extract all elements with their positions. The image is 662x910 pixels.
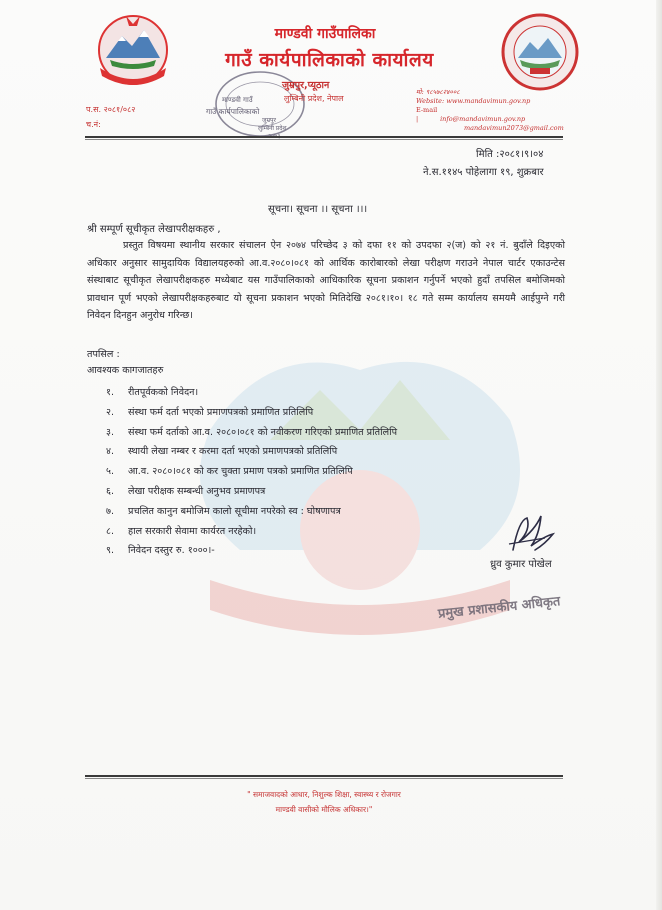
email-link-2[interactable]: mandavimun2073@gmail.com — [464, 124, 564, 132]
phone-number: मो: ९८५७८२४००८ — [416, 88, 460, 96]
email-label: E-mail | — [416, 106, 438, 123]
list-item: ६. लेखा परीक्षक सम्बन्धी अनुभव प्रमाणपत्र — [106, 485, 266, 497]
svg-text:लुम्बिनी प्रदेश: लुम्बिनी प्रदेश — [258, 125, 287, 132]
header-divider-thin — [85, 139, 563, 140]
svg-text:माण्डवी गाउँ: माण्डवी गाउँ — [222, 96, 253, 104]
header-divider — [85, 136, 563, 138]
tapsil-label: तपसिल : — [87, 349, 120, 360]
svg-text:गाउँ कार्यपालिकाको: गाउँ कार्यपालिकाको — [206, 107, 260, 116]
email-link-1[interactable]: info@mandavimun.gov.np — [440, 115, 526, 123]
documents-heading: आवश्यक कागजातहरु — [87, 365, 164, 376]
footer-motto-line-2: माण्डवी वासीको मौलिक अधिकार।" — [275, 805, 373, 814]
office-name: गाउँ कार्यपालिकाको कार्यालय — [225, 49, 434, 71]
list-item: २. संस्था फर्म दर्ता भएको प्रमाणपत्रको प्रमाणित प्रतिलिपि — [106, 406, 314, 418]
contact-block — [416, 88, 564, 133]
signatory-title-stamp: प्रमुख प्रशासकीय अधिकृत — [437, 594, 562, 622]
municipality-logo-icon — [500, 12, 580, 92]
list-item: ९. निवेदन दस्तुर रु. १०००।- — [106, 545, 215, 557]
address-line-1: जुम्रपुर,प्यूठान — [282, 80, 330, 91]
page-edge-shadow — [656, 0, 662, 910]
salutation: श्री सम्पूर्ण सूचीकृत लेखापरीक्षकहरु , — [87, 224, 221, 235]
nepal-emblem-logo-icon — [92, 10, 174, 88]
footer-motto-line-1: " समाजवादको आधार, निशुल्क शिक्षा, स्वास्थ्य र रोजगार — [247, 790, 401, 799]
website-link[interactable]: www.mandavimun.gov.np — [446, 97, 531, 105]
list-item: ४. स्थायी लेखा नम्बर र करमा दर्ता भएको प्रमाणपत्रको प्रतिलिपि — [106, 446, 338, 458]
signature-icon — [505, 510, 560, 560]
list-item: ७. प्रचलित कानुन बमोजिम कालो सूचीमा नपरेको स्व : घोषणापत्र — [106, 505, 341, 517]
signatory-name: ध्रुव कुमार पोखेल — [490, 559, 552, 570]
svg-text:जुम्रपुर: जुम्रपुर — [262, 117, 276, 124]
notice-body: प्रस्तुत विषयमा स्थानीय सरकार संचालन ऐन २०७४ परिच्छेद ३ को दफा ११ को उपदफा २(ज) को २१ नं. बुदाँले दिइएको अधिकार अनुसार सामुदायिक विद्यालयहरुको आ.व.२०८०।०८१ को आर्थिक कारोबारको लेखा परीक्षण गराउने नेपाल चार्टर एकाउन्टेस संस्थाबाट सूचीकृत लेखापरीक्षकहरु मध्येबाट यस गाउँपालिकाको आधिकारिक सूचना प्रकाशन गर्नुपर्ने भएको हुदाँ तपसिल बमोजिमको प्रावधान पूर्ण भएको लेखापरीक्षकहरुबाट यो सूचना प्रकाशन भएको मितिदेखि २०८१।१०। १८ गते सम्म कार्यालय समयमै आईपुग्ने गरी निवेदन दिनहुन अनुरोध गरिन्छ। — [87, 240, 565, 322]
footer-divider — [85, 775, 563, 777]
notice-subject: सूचना। सूचना ।। सूचना ।।। — [268, 204, 368, 215]
list-item: ३. संस्था फर्म दर्ताको आ.व. २०८०।०८१ को नवीकरण गरिएको प्रमाणित प्रतिलिपि — [106, 426, 398, 438]
address-line-2: लुम्बिनी प्रदेश, नेपाल — [284, 94, 344, 103]
footer-divider-thin — [85, 778, 563, 779]
required-documents-list — [106, 383, 397, 561]
letter-date: मिति :२०८१।९।०४ — [476, 149, 544, 160]
municipality-name: माण्डवी गाउँपालिका — [274, 26, 376, 42]
website-label: Website: — [416, 97, 445, 105]
list-item: १. रीतपूर्वकको निवेदन। — [106, 387, 199, 398]
chalani-number: च.नं: — [86, 120, 101, 129]
list-item: ८. हाल सरकारी सेवामा कार्यरत नरहेको। — [106, 525, 257, 537]
nepal-sambat-date: ने.स.११४५ पोहेलागा १९, शुक्रबार — [423, 167, 544, 178]
patra-sankhya: प.स. २०८१/०८२ — [86, 105, 136, 114]
list-item: ५. आ.व. २०८०।०८१ को कर चुक्ता प्रमाण पत्रको प्रमाणित प्रतिलिपि — [106, 466, 353, 478]
